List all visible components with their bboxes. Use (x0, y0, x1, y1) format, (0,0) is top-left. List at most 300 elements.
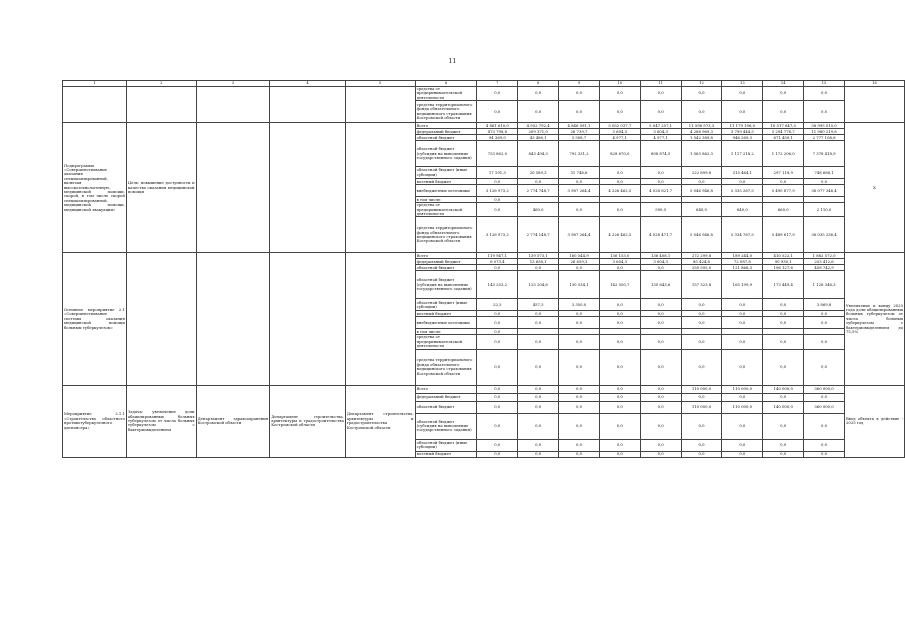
value-cell: 272 299,8 (681, 253, 722, 259)
value-cell: 0,0 (804, 439, 845, 451)
value-cell: 0,0 (477, 265, 518, 271)
value-cell: 3 126 973,2 (477, 217, 518, 253)
value-cell: 31 748,6 (559, 167, 600, 179)
value-cell: 0,0 (763, 311, 804, 317)
value-cell: 0,0 (599, 451, 640, 457)
value-cell: 165 199,9 (722, 271, 763, 299)
value-cell: 0,0 (681, 439, 722, 451)
funding-source-label: внебюджетные источники (415, 185, 477, 197)
value-cell: 7 378 418,9 (804, 141, 845, 167)
value-cell: 0,0 (804, 317, 845, 329)
value-cell: 0,0 (599, 439, 640, 451)
value-cell: 0,0 (518, 439, 559, 451)
value-cell: 0,0 (640, 393, 681, 401)
column-number: 16 (844, 81, 904, 87)
value-cell: 671 450,1 (763, 135, 804, 141)
value-cell: 0,0 (681, 451, 722, 457)
funding-source-label: федеральный бюджет (415, 393, 477, 401)
funding-source-label: федеральный бюджет (415, 129, 477, 135)
value-cell: 0,0 (640, 179, 681, 185)
value-cell: 0,0 (722, 311, 763, 317)
value-cell: 250 595,0 (681, 265, 722, 271)
value-cell: 360 000,0 (804, 385, 845, 393)
participant-cell (345, 253, 415, 385)
funding-source-label: областной бюджет (субсидия на выполнение государственного задания) (415, 271, 477, 299)
value-cell: 0,0 (640, 413, 681, 439)
value-cell: 0,0 (681, 349, 722, 385)
funding-source-label: внебюджетные источники (415, 317, 477, 329)
value-cell: 0,0 (722, 393, 763, 401)
value-cell: 0,0 (763, 299, 804, 311)
value-cell: 10 517 647,5 (763, 123, 804, 129)
value-cell: 2 774 148,7 (518, 217, 559, 253)
value-cell: 3 604,3 (640, 259, 681, 265)
value-cell: 72 087,8 (722, 259, 763, 265)
value-cell: 26 659,3 (559, 259, 600, 265)
responsible-cell (196, 123, 270, 253)
value-cell: 640,0 (681, 203, 722, 217)
value-cell: 3 869,8 (804, 299, 845, 311)
value-cell: 0,0 (599, 385, 640, 393)
funding-source-label: областной бюджет (иные субсидии) (415, 299, 477, 311)
value-cell: 0,0 (477, 451, 518, 457)
table-row (63, 87, 905, 101)
value-cell: 843 494,3 (518, 141, 559, 167)
value-cell: 946 269,3 (722, 135, 763, 141)
name-cell (63, 87, 127, 123)
value-cell: 0,0 (804, 349, 845, 385)
goal-cell (126, 253, 196, 385)
value-cell: 139 573,1 (518, 253, 559, 259)
value-cell: 473 798,8 (477, 129, 518, 135)
value-cell: 0,0 (559, 101, 600, 123)
value-cell: 196 127,6 (763, 265, 804, 271)
responsible-cell (196, 87, 270, 123)
value-cell: 11 980 219,8 (804, 129, 845, 135)
value-cell: 0,0 (559, 335, 600, 349)
value-cell: 0,0 (518, 265, 559, 271)
funding-source-label: в том числе: (415, 329, 477, 335)
value-cell: 0,0 (518, 413, 559, 439)
funding-source-label: областной бюджет (субсидия на выполнение государственного задания) (415, 141, 477, 167)
funding-source-label: местный бюджет (415, 179, 477, 185)
value-cell: 142 550,7 (599, 271, 640, 299)
funding-source-label: средства от предпринимательской деятельности (415, 203, 477, 217)
value-cell: 140 000,0 (763, 385, 804, 393)
value-cell: 3 350,0 (559, 299, 600, 311)
participant-cell (345, 87, 415, 123)
value-cell: 0,0 (559, 393, 600, 401)
value-cell: 0,0 (640, 439, 681, 451)
value-cell: 808 874,5 (640, 141, 681, 167)
executor-cell (270, 87, 346, 123)
co-executor: Департамент строительства, архитектуры и градостроительства Костромской области (270, 385, 346, 457)
value-cell: 0,0 (477, 401, 518, 413)
value-cell: 36 077 346,4 (804, 185, 845, 197)
value-cell: 110 000,0 (681, 401, 722, 413)
value-cell: 0,0 (559, 265, 600, 271)
value-cell: 0,0 (722, 335, 763, 349)
value-cell: 0,0 (477, 349, 518, 385)
value-cell: 125 204,6 (518, 271, 559, 299)
value-cell: 1 128 346,3 (804, 271, 845, 299)
value-cell: 130 534,1 (559, 271, 600, 299)
subprogram-name: Подпрограмма «Совершенствование оказания специализированной, включая высокотехнологичную, медицинской помощи, скорой, в том числе скорой специализированной, медицинской помощи, медицинской эвакуации» (63, 123, 127, 253)
value-cell: 5 047 257,1 (640, 123, 681, 129)
value-cell: 3 604,3 (640, 129, 681, 135)
value-cell: 130 843,6 (640, 271, 681, 299)
value-cell: 0,0 (681, 101, 722, 123)
value-cell: 297 118,9 (763, 167, 804, 179)
value-cell: 2 110,0 (804, 203, 845, 217)
executor-cell (270, 253, 346, 385)
value-cell: 26 739,7 (559, 129, 600, 135)
value-cell: 0,0 (477, 87, 518, 101)
value-cell: 0,0 (477, 197, 518, 203)
funding-source-label: местный бюджет (415, 311, 477, 317)
value-cell: 0,0 (599, 179, 640, 185)
funding-source-label: областной бюджет (415, 135, 477, 141)
value-cell: 209 371,0 (518, 129, 559, 135)
value-cell: 3 604,3 (599, 259, 640, 265)
value-cell: 0,0 (599, 87, 640, 101)
event-name: Основное мероприятие 2.1 «Совершенствование системы оказания медицинской помощи больным туберкулезом» (63, 253, 127, 385)
responsible-cell (196, 253, 270, 385)
column-number: 9 (559, 81, 600, 87)
value-cell: 0,0 (804, 311, 845, 317)
value-cell: 110 000,0 (722, 401, 763, 413)
value-cell: 4 226 462,5 (599, 217, 640, 253)
value-cell: 0,0 (518, 179, 559, 185)
value-cell: 0,0 (763, 439, 804, 451)
column-number: 11 (640, 81, 681, 87)
value-cell: 0,0 (599, 349, 640, 385)
column-number: 12 (681, 81, 722, 87)
value-cell: 0,0 (640, 87, 681, 101)
measure-task: Задача: увеличение доли абацилированных больных туберкулезом от числа больных туберкулезом с бактериовыделением (126, 385, 196, 457)
value-cell: 0,0 (559, 451, 600, 457)
value-cell: 0,0 (763, 87, 804, 101)
value-cell: 0,0 (518, 101, 559, 123)
value-cell: 13 658,1 (518, 259, 559, 265)
value-cell: 4 977,1 (599, 135, 640, 141)
value-cell: 0,0 (559, 203, 600, 217)
value-cell: 4 286 969,3 (681, 129, 722, 135)
value-cell: 4 028 821,7 (640, 185, 681, 197)
value-cell: 136 408,1 (640, 253, 681, 259)
value-cell: 0,0 (804, 101, 845, 123)
value-cell: 0,0 (763, 349, 804, 385)
funding-source-label: в том числе: (415, 197, 477, 203)
column-number: 3 (196, 81, 270, 87)
value-cell: 0,0 (722, 349, 763, 385)
measure-name: Мероприятие 2.1.1 «Строительство областного противотуберкулезного диспансера» (63, 385, 127, 457)
column-number: 1 (63, 81, 127, 87)
value-cell: 0,0 (599, 167, 640, 179)
value-cell: 0,0 (559, 413, 600, 439)
participant-cell (345, 123, 415, 253)
value-cell: 0,0 (722, 179, 763, 185)
value-cell: 253 412,6 (804, 259, 845, 265)
value-cell: 2 777 108,8 (804, 135, 845, 141)
value-cell: 0,0 (722, 101, 763, 123)
value-cell: 315 464,1 (722, 167, 763, 179)
value-cell: 110 000,0 (722, 385, 763, 393)
value-cell: 590,0 (640, 203, 681, 217)
value-cell: 0,0 (640, 265, 681, 271)
value-cell: 0,0 (559, 87, 600, 101)
table-row (63, 385, 905, 393)
value-cell: 1 117 218,2 (722, 141, 763, 167)
value-cell: 0,0 (477, 335, 518, 349)
value-cell: 0,0 (559, 385, 600, 393)
value-cell: 0,0 (763, 179, 804, 185)
value-cell: 0,0 (681, 317, 722, 329)
funding-source-label: Всего (415, 123, 477, 129)
value-cell: 0,0 (518, 401, 559, 413)
result-cell: Увеличение к концу 2025 года доли абацилированных больных туберкулезом от числа больных туберкулезом с бактериовыделением до 75,5% (844, 253, 904, 385)
value-cell: 1 882 572,0 (804, 253, 845, 259)
value-cell: 3 126 973,2 (477, 185, 518, 197)
column-number: 10 (599, 81, 640, 87)
value-cell: 0,0 (477, 203, 518, 217)
value-cell: 0,0 (640, 385, 681, 393)
value-cell: 0,0 (477, 413, 518, 439)
value-cell: 0,0 (722, 87, 763, 101)
value-cell: 460,0 (518, 203, 559, 217)
subprogram-goal: Цель: повышение доступности и качества оказания медицинской помощи (126, 123, 196, 253)
value-cell: 3 987 264,4 (559, 217, 600, 253)
value-cell: 5 052 037,7 (599, 123, 640, 129)
value-cell: 4 977,1 (640, 135, 681, 141)
value-cell: 5 489 617,9 (763, 217, 804, 253)
value-cell: 0,0 (722, 299, 763, 311)
column-number: 15 (804, 81, 845, 87)
funding-source-label: средства территориального фонда обязательного медицинского страхования Костромской области (415, 217, 477, 253)
value-cell: 0,0 (763, 413, 804, 439)
participant: Департамент строительства, архитектуры и градостроительства Костромской области (345, 385, 415, 457)
value-cell: 17 191,3 (477, 167, 518, 179)
funding-source-label: средства территориального фонда обязательного медицинского страхования Костромской области (415, 349, 477, 385)
value-cell: 0,0 (681, 87, 722, 101)
funding-source-label: областной бюджет (иные субсидии) (415, 439, 477, 451)
value-cell: 0,0 (599, 311, 640, 317)
value-cell: 36 035 236,4 (804, 217, 845, 253)
value-cell: 0,0 (804, 335, 845, 349)
value-cell: 3 604,3 (599, 129, 640, 135)
value-cell: 0,0 (477, 317, 518, 329)
value-cell: 0,0 (640, 101, 681, 123)
value-cell: 0,0 (518, 311, 559, 317)
value-cell: 0,0 (681, 335, 722, 349)
value-cell: 0,0 (559, 439, 600, 451)
executor-cell (270, 123, 346, 253)
value-cell: 4 028 471,7 (640, 217, 681, 253)
value-cell: 0,0 (477, 179, 518, 185)
value-cell: 4 861 610,0 (477, 123, 518, 129)
funding-source-label: федеральный бюджет (415, 259, 477, 265)
value-cell: 0,0 (599, 317, 640, 329)
value-cell: 136 153,0 (599, 253, 640, 259)
value-cell: 11 179 196,0 (722, 123, 763, 129)
value-cell: 3 508,7 (559, 135, 600, 141)
value-cell: 360 000,0 (804, 401, 845, 413)
value-cell: 0,0 (640, 299, 681, 311)
goal-cell (126, 87, 196, 123)
value-cell: 0,0 (763, 317, 804, 329)
value-cell: 0,0 (599, 299, 640, 311)
value-cell: 0,0 (722, 451, 763, 457)
value-cell: 0,0 (722, 413, 763, 439)
value-cell: 0,0 (640, 349, 681, 385)
funding-source-label: Всего (415, 385, 477, 393)
value-cell: 640,0 (722, 203, 763, 217)
value-cell: 0,0 (640, 451, 681, 457)
funding-source-label: средства территориального фонда обязательного медицинского страхования Костромской области (415, 101, 477, 123)
value-cell: 110 000,0 (681, 385, 722, 393)
column-number: 13 (722, 81, 763, 87)
funding-source-label: местный бюджет (415, 451, 477, 457)
column-number: 14 (763, 81, 804, 87)
value-cell: 0,0 (599, 413, 640, 439)
value-cell: 0,0 (518, 349, 559, 385)
value-cell: 5 046 946,8 (681, 185, 722, 197)
result-cell: Ввод объекта в действие - 2025 год (844, 385, 904, 457)
value-cell: 0,0 (599, 401, 640, 413)
value-cell: 173 449,4 (763, 271, 804, 299)
value-cell: 0,0 (599, 393, 640, 401)
funding-source-label: средства от предпринимательской деятельности (415, 87, 477, 101)
value-cell: 0,0 (681, 311, 722, 317)
value-cell: 0,0 (599, 265, 640, 271)
value-cell: 143 253,2 (477, 271, 518, 299)
value-cell: 43 486,1 (518, 135, 559, 141)
value-cell: 0,0 (804, 393, 845, 401)
value-cell: 0,0 (804, 179, 845, 185)
funding-source-label: Всего (415, 253, 477, 259)
column-number: 7 (477, 81, 518, 87)
value-cell: 0,0 (681, 179, 722, 185)
funding-source-label: областной бюджет (415, 265, 477, 271)
value-cell: 0,0 (477, 311, 518, 317)
value-cell: 0,0 (477, 385, 518, 393)
value-cell: 58 995 010,0 (804, 123, 845, 129)
budget-table (62, 80, 905, 458)
value-cell: 160 544,9 (559, 253, 600, 259)
value-cell: 94 369,0 (477, 135, 518, 141)
result-cell (844, 87, 904, 123)
value-cell: 0,0 (477, 329, 518, 335)
value-cell: 22,5 (477, 299, 518, 311)
value-cell: 828 670,0 (599, 141, 640, 167)
value-cell: 1 172 206,0 (763, 141, 804, 167)
value-cell: 0,0 (640, 311, 681, 317)
value-cell: 20 589,3 (518, 167, 559, 179)
value-cell: 3 987 264,4 (559, 185, 600, 197)
value-cell: 1 042 389,8 (681, 135, 722, 141)
value-cell: 0,0 (477, 101, 518, 123)
value-cell: 1 063 862,3 (681, 141, 722, 167)
value-cell: 140 000,0 (763, 401, 804, 413)
value-cell: 0,0 (559, 317, 600, 329)
value-cell: 0,0 (559, 179, 600, 185)
value-cell: 119 947,1 (477, 253, 518, 259)
value-cell: 0,0 (518, 317, 559, 329)
value-cell: 0,0 (763, 393, 804, 401)
value-cell: 0,0 (640, 335, 681, 349)
value-cell: 0,0 (763, 335, 804, 349)
value-cell: 748 686,1 (804, 167, 845, 179)
value-cell: 0,0 (640, 317, 681, 329)
value-cell: 0,0 (599, 203, 640, 217)
value-cell: 0,0 (518, 451, 559, 457)
value-cell: 0,0 (804, 413, 845, 439)
column-number: 4 (270, 81, 346, 87)
value-cell: 5 490 877,9 (763, 185, 804, 197)
value-cell: 0,0 (599, 101, 640, 123)
funding-source-label: областной бюджет (415, 401, 477, 413)
value-cell: 189 244,0 (722, 253, 763, 259)
value-cell: 0,0 (477, 439, 518, 451)
value-cell: 157 323,8 (681, 271, 722, 299)
value-cell: 3 294 778,7 (763, 129, 804, 135)
value-cell: 5 334 767,5 (722, 217, 763, 253)
value-cell: 0,0 (681, 393, 722, 401)
value-cell: 0,0 (722, 317, 763, 329)
value-cell: 222 899,8 (681, 167, 722, 179)
funding-source-label: областной бюджет (субсидия на выполнение государственного задания) (415, 413, 477, 439)
value-cell: 0,0 (640, 401, 681, 413)
value-cell: 457,3 (518, 299, 559, 311)
value-cell: 0,0 (722, 439, 763, 451)
value-cell: 0,0 (640, 167, 681, 179)
value-cell: 0,0 (599, 335, 640, 349)
value-cell: 85 424,8 (681, 259, 722, 265)
value-cell: 0,0 (518, 335, 559, 349)
value-cell: 0,0 (477, 393, 518, 401)
value-cell: 792 331,2 (559, 141, 600, 167)
value-cell: 410 522,1 (763, 253, 804, 259)
value-cell: 11 598 973,3 (681, 123, 722, 129)
value-cell: 5 335 267,5 (722, 185, 763, 197)
value-cell: 0,0 (681, 299, 722, 311)
value-cell: 0,0 (804, 87, 845, 101)
value-cell: 0,0 (804, 451, 845, 457)
value-cell: 3 799 444,5 (722, 129, 763, 135)
column-number: 2 (126, 81, 196, 87)
value-cell: 5 046 946,8 (681, 217, 722, 253)
value-cell: 121 866,3 (722, 265, 763, 271)
value-cell: 0,0 (559, 311, 600, 317)
column-number: 5 (345, 81, 415, 87)
page-number: 11 (448, 58, 457, 65)
value-cell: 0,0 (763, 101, 804, 123)
value-cell: 4 226 462,5 (599, 185, 640, 197)
value-cell: 753 862,0 (477, 141, 518, 167)
value-cell: 0,0 (559, 349, 600, 385)
value-cell: 2 774 748,7 (518, 185, 559, 197)
value-cell: 4 846 591,1 (559, 123, 600, 129)
value-cell: 4 952 792,4 (518, 123, 559, 129)
value-cell: 0,0 (559, 401, 600, 413)
value-cell: 90 930,1 (763, 259, 804, 265)
column-number: 6 (415, 81, 477, 87)
responsible-executor: Департамент здравоохранения Костромской области (196, 385, 270, 457)
value-cell: 6 073,4 (477, 259, 518, 265)
value-cell: 0,0 (518, 87, 559, 101)
value-cell: 0,0 (518, 393, 559, 401)
value-cell: 0,0 (518, 385, 559, 393)
